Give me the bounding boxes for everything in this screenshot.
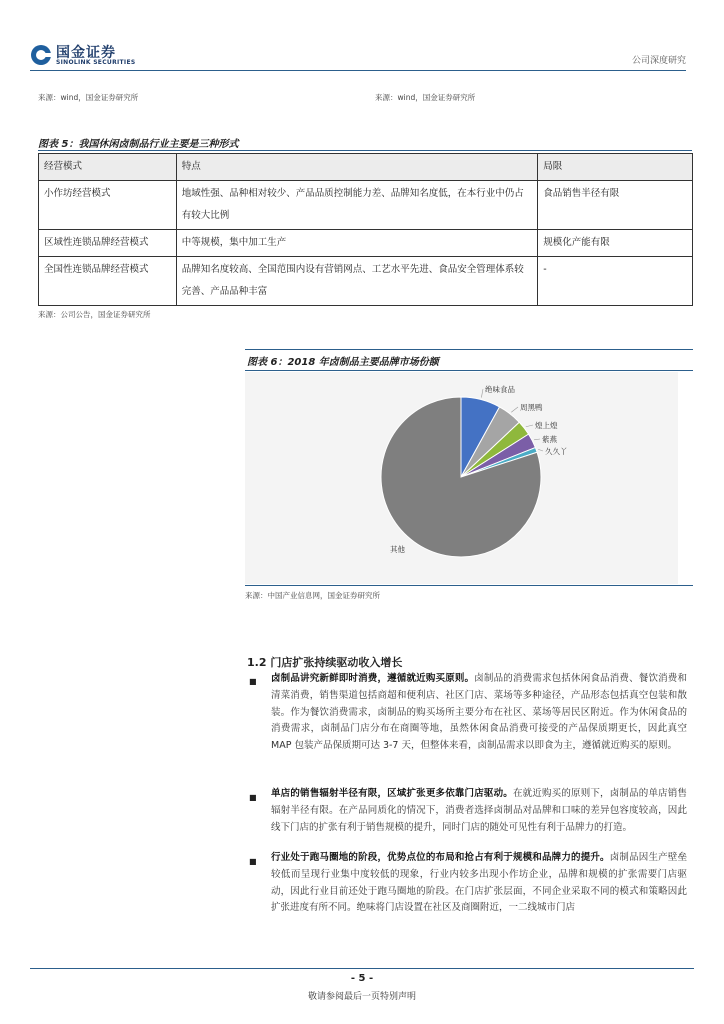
pie-label: 周黑鸭	[520, 403, 543, 412]
bullet-text: 卤制品的消费需求包括休闲食品消费、餐饮消费和清菜消费，销售渠道包括商超和便利店、社区门店、菜场等多种途径，产品形态包括真空包装和散装。作为餐饮消费需求，卤制品的购买场所主要分布在社区、菜场等居民区附近。作为休闲食品的消费需求，卤制品门店分布在商圈等地，虽然休闲食品消费可接受的产品保质期更长，因此真空 MAP 包装产品保质期可达 3-7 天，但整体来看，卤制品需求以即食为主，遵循就近购买的原则。	[271, 673, 687, 752]
table-cell-limit: -	[538, 257, 693, 306]
bullet-lead: 单店的销售辐射半径有限，区域扩张更多依靠门店驱动。	[271, 788, 513, 799]
figure6-title-divider	[245, 370, 693, 371]
table-cell-limit: 食品销售半径有限	[538, 181, 693, 230]
table-cell-feature: 地域性强、品种相对较少、产品品质控制能力差、品牌知名度低，在本行业中仍占有较大比例	[176, 181, 537, 230]
table-row	[39, 181, 693, 230]
bullet-paragraph	[271, 850, 687, 917]
figure6-source: 来源：中国产业信息网，国金证券研究所	[245, 591, 380, 600]
pie-leader-line	[538, 449, 543, 451]
table-header-row	[39, 154, 693, 181]
figure6-bottom-divider	[245, 585, 693, 586]
header-divider	[30, 70, 686, 71]
figure6-top-divider	[245, 349, 693, 350]
table-cell-mode: 区域性连锁品牌经营模式	[39, 230, 177, 257]
page-number: - 5 -	[350, 973, 374, 984]
pie-label: 久久丫	[545, 447, 568, 456]
table-cell-mode: 全国性连锁品牌经营模式	[39, 257, 177, 306]
pie-chart-area	[245, 372, 678, 584]
pie-leader-line	[534, 439, 540, 440]
table-cell-mode: 小作坊经营模式	[39, 181, 177, 230]
table5-title: 图表 5：我国休闲卤制品行业主要是三种形式	[38, 139, 239, 150]
pie-label: 其他	[390, 545, 405, 554]
source-left: 来源：wind，国金证券研究所	[38, 93, 139, 102]
bullet-lead: 卤制品讲究新鲜即时消费，遵循就近购买原则。	[271, 673, 475, 684]
table-header-cell: 局限	[538, 154, 693, 181]
footer-divider	[30, 968, 694, 969]
pie-label: 绝味食品	[485, 385, 515, 394]
table-header-cell: 经营模式	[39, 154, 177, 181]
section-title: 1.2 门店扩张持续驱动收入增长	[247, 656, 403, 669]
table5-source: 来源：公司公告，国金证券研究所	[38, 310, 151, 319]
bullet-paragraph	[271, 671, 687, 755]
table-cell-feature: 中等规模，集中加工生产	[176, 230, 537, 257]
bullet-icon: ■	[249, 677, 257, 686]
table-cell-limit: 规模化产能有限	[538, 230, 693, 257]
disclaimer-note: 敬请参阅最后一页特别声明	[307, 992, 416, 1002]
table-row	[39, 230, 693, 257]
bullet-icon: ■	[249, 793, 257, 802]
pie-leader-line	[481, 389, 483, 398]
brand-name-cn: 国金证券	[56, 45, 116, 61]
figure6-title: 图表 6：2018 年卤制品主要品牌市场份额	[247, 357, 439, 368]
table5-title-divider	[38, 150, 692, 151]
bullet-text: 卤制品因生产壁垒较低而呈现行业集中度较低的现象，行业内较多出现小作坊企业，品牌和规模的扩张需要门店驱动，因此行业目前还处于跑马圈地的阶段。在门店扩张层面，不同企业采取不同的模式和策略因此扩张进度有所不同。绝味将门店设置在社区及商圈附近，一二线城市门店	[271, 852, 687, 914]
pie-label: 煌上煌	[535, 421, 558, 430]
table-cell-feature: 品牌知名度较高、全国范围内设有营销网点、工艺水平先进、食品安全管理体系较完善、产品品种丰富	[176, 257, 537, 306]
bullet-text: 在就近购买的原则下，卤制品的单店销售辐射半径有限。在产品同质化的情况下，消费者选择卤制品对品牌和口味的差异包容度较高，因此线下门店的扩张有利于销售规模的提升，同时门店的随处可见性有利于品牌力的打造。	[271, 788, 687, 833]
brand-name-en: SINOLINK SECURITIES	[56, 59, 136, 66]
pie-leader-line	[526, 425, 533, 427]
report-type: 公司深度研究	[631, 56, 686, 66]
sinolink-logo-icon	[30, 44, 52, 66]
table-header-cell: 特点	[176, 154, 537, 181]
bullet-icon: ■	[249, 857, 257, 866]
bullet-paragraph	[271, 786, 687, 836]
bullet-lead: 行业处于跑马圈地的阶段，优势点位的布局和抢占有利于规模和品牌力的提升。	[271, 852, 610, 863]
source-right: 来源：wind，国金证券研究所	[375, 93, 476, 102]
business-mode-table	[38, 153, 693, 306]
pie-label: 紫燕	[542, 435, 557, 444]
table-row	[39, 257, 693, 306]
pie-leader-line	[511, 407, 518, 412]
market-share-pie-chart	[245, 372, 678, 584]
